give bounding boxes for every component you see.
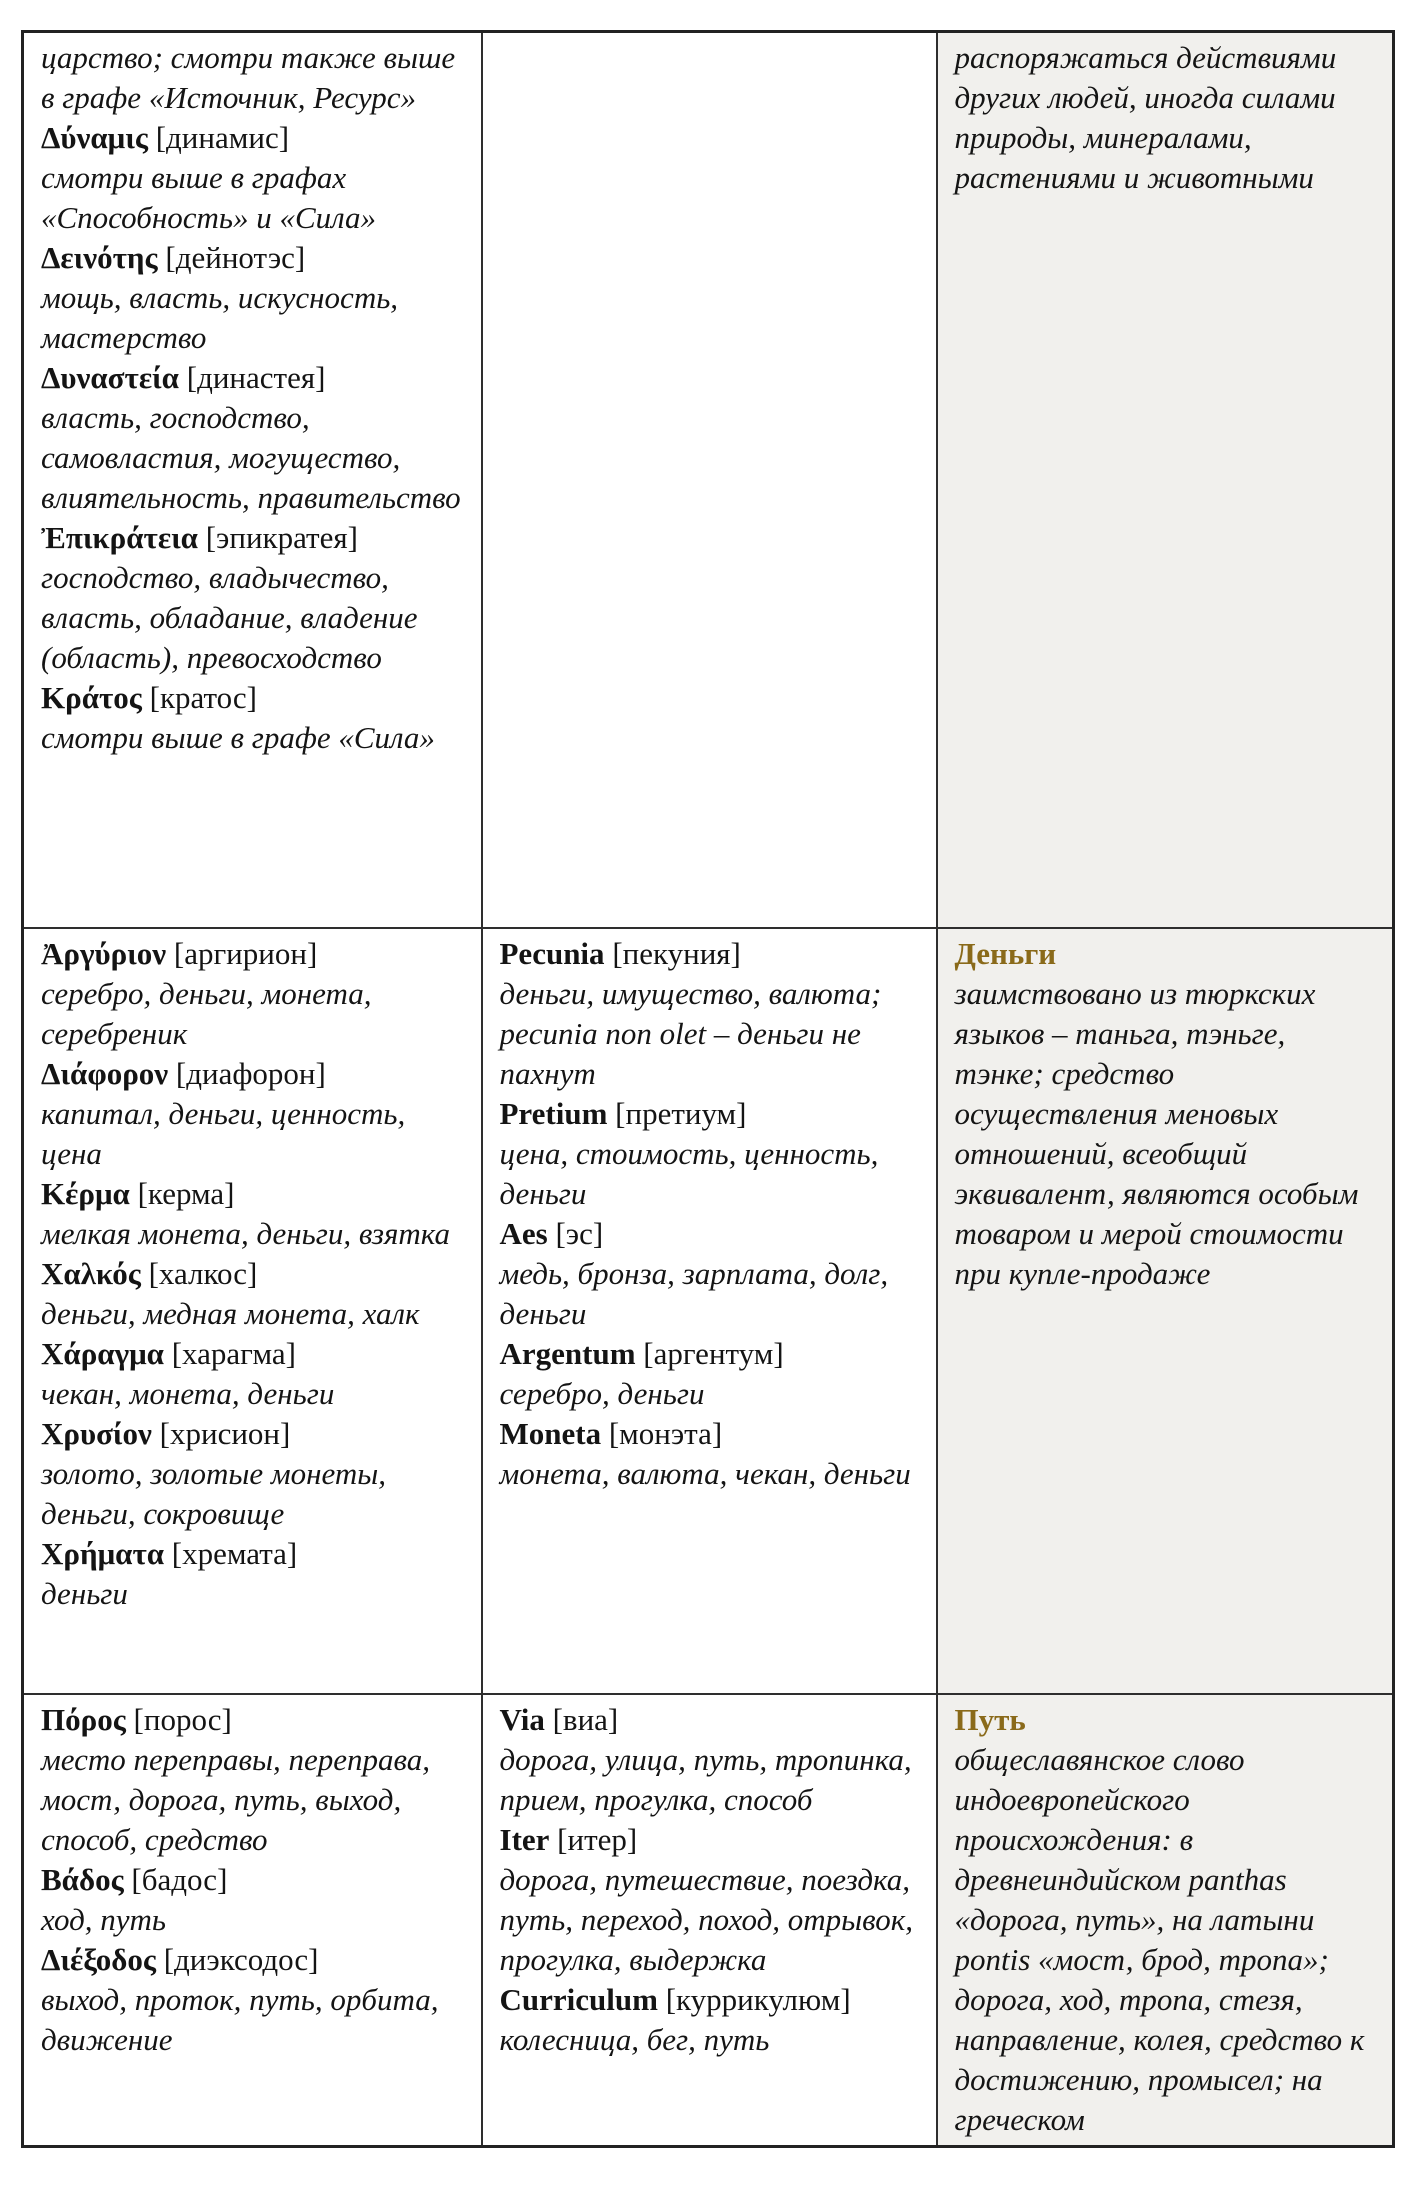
greek-term: Χάραγμα bbox=[41, 1335, 164, 1371]
entry-gloss: чекан, монета, деньги bbox=[41, 1375, 335, 1411]
entry-headline bbox=[41, 238, 469, 278]
dictionary-entry bbox=[41, 1174, 469, 1254]
etymology-text: общеславянское слово индоевропейского происхождения: в древнеиндийском panthas «дорога, путь», на латыни pontis «мост, брод, тропа»; дорога, ход, тропа, стезя, направление, колея, средство к достижению, промысел; на греческом bbox=[954, 1741, 1365, 2137]
entry-gloss: деньги bbox=[41, 1575, 128, 1611]
entry-gloss: ход, путь bbox=[41, 1901, 167, 1937]
entry-headline bbox=[41, 1534, 469, 1574]
dictionary-entry bbox=[41, 1054, 469, 1174]
cell-russian-row1 bbox=[937, 928, 1394, 1694]
transliteration: [эпикратея] bbox=[205, 520, 358, 555]
entry-gloss: власть, господство, самовластия, могущество, влиятельность, правительство bbox=[41, 400, 461, 515]
entry-headline bbox=[500, 1700, 924, 1740]
greek-term: Χρήματα bbox=[41, 1535, 165, 1571]
dictionary-entry bbox=[500, 934, 924, 1094]
entry-headline bbox=[500, 1214, 924, 1254]
dictionary-entry bbox=[500, 1820, 924, 1980]
entry-gloss: монета, валюта, чекан, деньги bbox=[499, 1455, 911, 1491]
dictionary-entry bbox=[41, 1534, 469, 1614]
entry-headline bbox=[41, 1054, 469, 1094]
greek-term: Διέξοδος bbox=[41, 1941, 156, 1977]
latin-term: Argentum bbox=[499, 1335, 636, 1371]
entry-gloss: мощь, власть, искусность, мастерство bbox=[41, 280, 399, 355]
continuation-gloss: царство; смотри также выше в графе «Источник, Ресурс» bbox=[41, 40, 456, 115]
dictionary-entry bbox=[41, 1334, 469, 1414]
dictionary-entry bbox=[41, 678, 469, 758]
entry-gloss: мелкая монета, деньги, взятка bbox=[41, 1215, 451, 1251]
latin-term: Pretium bbox=[499, 1095, 608, 1131]
greek-term: Δυναστεία bbox=[41, 360, 179, 395]
transliteration: [монэта] bbox=[608, 1415, 723, 1451]
table-row bbox=[23, 32, 1394, 928]
latin-term: Via bbox=[499, 1701, 545, 1737]
table-row bbox=[23, 928, 1394, 1694]
entry-gloss: серебро, деньги, монета, серебреник bbox=[41, 975, 372, 1051]
greek-term: Δύναμις bbox=[41, 120, 148, 155]
entry-headline bbox=[500, 1414, 924, 1454]
entry-gloss: место переправы, переправа, мост, дорога, путь, выход, способ, средство bbox=[41, 1741, 431, 1857]
entry-headline bbox=[41, 1700, 469, 1740]
cell-greek-row1 bbox=[23, 928, 482, 1694]
entry-headline bbox=[41, 678, 469, 718]
greek-term: Πόρος bbox=[41, 1701, 126, 1737]
cell-russian-row2 bbox=[937, 1694, 1394, 2147]
dictionary-entry bbox=[41, 238, 469, 358]
dictionary-entry bbox=[41, 1860, 469, 1940]
transliteration: [бадос] bbox=[131, 1861, 228, 1897]
latin-term: Curriculum bbox=[499, 1981, 658, 2017]
latin-term: Aes bbox=[499, 1215, 548, 1251]
transliteration: [пекуния] bbox=[612, 935, 741, 971]
entry-headline bbox=[41, 1174, 469, 1214]
cell-latin-row0 bbox=[482, 32, 937, 928]
greek-term: Ἀργύριον bbox=[41, 935, 167, 971]
table-row bbox=[23, 1694, 1394, 2147]
entry-gloss: серебро, деньги bbox=[499, 1375, 705, 1411]
entry-gloss: медь, бронза, зарплата, долг, деньги bbox=[499, 1255, 889, 1331]
entry-gloss: дорога, путешествие, поездка, путь, переход, поход, отрывок, прогулка, выдержка bbox=[499, 1861, 913, 1977]
transliteration: [хремата] bbox=[171, 1535, 298, 1571]
cell-russian-row0 bbox=[937, 32, 1394, 928]
dictionary-entry bbox=[41, 1414, 469, 1534]
entry-headline bbox=[41, 1254, 469, 1294]
transliteration: [аргентум] bbox=[643, 1335, 784, 1371]
glossary-table bbox=[21, 30, 1395, 2148]
latin-term: Iter bbox=[499, 1821, 550, 1857]
dictionary-entry bbox=[41, 1940, 469, 2060]
entry-gloss: выход, проток, путь, орбита, движение bbox=[41, 1981, 439, 2057]
greek-term: Δεινότης bbox=[41, 240, 158, 275]
entry-headline bbox=[41, 118, 469, 158]
entry-gloss: деньги, имущество, валюта; pecunia non olet – деньги не пахнут bbox=[499, 975, 882, 1091]
entry-headline bbox=[41, 518, 469, 558]
entry-headline bbox=[41, 1414, 469, 1454]
greek-term: Διάφορον bbox=[41, 1055, 169, 1091]
entry-gloss: колесница, бег, путь bbox=[499, 2021, 770, 2057]
transliteration: [итер] bbox=[557, 1821, 638, 1857]
transliteration: [кратос] bbox=[149, 680, 257, 715]
dictionary-entry bbox=[41, 358, 469, 518]
greek-term: Κέρμα bbox=[41, 1175, 130, 1211]
dictionary-entry bbox=[500, 1700, 924, 1820]
dictionary-entry bbox=[500, 1414, 924, 1494]
dictionary-entry bbox=[500, 1214, 924, 1334]
entry-headline bbox=[41, 934, 469, 974]
dictionary-entry bbox=[500, 1980, 924, 2060]
transliteration: [порос] bbox=[133, 1701, 232, 1737]
entry-headline bbox=[500, 1334, 924, 1374]
entry-headline bbox=[500, 1820, 924, 1860]
transliteration: [хрисион] bbox=[159, 1415, 291, 1451]
entry-gloss: деньги, медная монета, халк bbox=[41, 1295, 420, 1331]
entry-headline bbox=[500, 934, 924, 974]
cell-greek-row0 bbox=[23, 32, 482, 928]
etymology-text: заимствовано из тюркских языков – таньга, тэньге, тэнке; средство осуществления меновых отношений, всеобщий эквивалент, являются особым товаром и мерой стоимости при купле-продаже bbox=[954, 975, 1359, 1291]
greek-term: Χαλκός bbox=[41, 1255, 141, 1291]
transliteration: [виа] bbox=[552, 1701, 619, 1737]
cell-latin-row2 bbox=[482, 1694, 937, 2147]
dictionary-entry bbox=[500, 1334, 924, 1414]
entry-headline bbox=[41, 1334, 469, 1374]
entry-gloss: господство, владычество, власть, обладание, владение (область), превосходство bbox=[41, 560, 418, 675]
russian-headword: Путь bbox=[954, 1701, 1026, 1737]
etymology-text: распоряжаться действиями других людей, иногда силами природы, минералами, растениями и животными bbox=[954, 40, 1337, 195]
entry-headline bbox=[500, 1094, 924, 1134]
transliteration: [харагма] bbox=[171, 1335, 296, 1371]
dictionary-entry bbox=[41, 518, 469, 678]
cell-latin-row1 bbox=[482, 928, 937, 1694]
transliteration: [динамис] bbox=[155, 120, 290, 155]
transliteration: [керма] bbox=[137, 1175, 235, 1211]
latin-term: Moneta bbox=[499, 1415, 602, 1451]
dictionary-entry bbox=[41, 1700, 469, 1860]
transliteration: [диэксодос] bbox=[163, 1941, 319, 1977]
entry-gloss: золото, золотые монеты, деньги, сокровище bbox=[41, 1455, 387, 1531]
transliteration: [диафорон] bbox=[175, 1055, 326, 1091]
dictionary-entry bbox=[41, 118, 469, 238]
dictionary-entry bbox=[41, 1254, 469, 1334]
transliteration: [куррикулюм] bbox=[665, 1981, 851, 2017]
transliteration: [дейнотэс] bbox=[165, 240, 306, 275]
latin-term: Pecunia bbox=[499, 935, 605, 971]
transliteration: [претиум] bbox=[615, 1095, 747, 1131]
entry-gloss: цена, стоимость, ценность, деньги bbox=[499, 1135, 879, 1211]
transliteration: [аргирион] bbox=[173, 935, 318, 971]
russian-headword: Деньги bbox=[954, 935, 1057, 971]
transliteration: [династея] bbox=[186, 360, 326, 395]
entry-headline bbox=[41, 1940, 469, 1980]
transliteration: [эс] bbox=[555, 1215, 604, 1251]
greek-term: Βάδος bbox=[41, 1861, 124, 1897]
entry-gloss: смотри выше в графе «Сила» bbox=[41, 720, 435, 755]
dictionary-entry bbox=[500, 1094, 924, 1214]
dictionary-entry bbox=[41, 934, 469, 1054]
transliteration: [халкос] bbox=[148, 1255, 258, 1291]
greek-term: Ἐπικράτεια bbox=[41, 520, 198, 555]
greek-term: Χρυσίον bbox=[41, 1415, 152, 1451]
entry-gloss: капитал, деньги, ценность, цена bbox=[41, 1095, 406, 1171]
entry-headline bbox=[41, 1860, 469, 1900]
entry-gloss: дорога, улица, путь, тропинка, прием, прогулка, способ bbox=[499, 1741, 912, 1817]
greek-term: Κράτος bbox=[41, 680, 142, 715]
cell-greek-row2 bbox=[23, 1694, 482, 2147]
entry-headline bbox=[41, 358, 469, 398]
entry-headline bbox=[500, 1980, 924, 2020]
entry-gloss: смотри выше в графах «Способность» и «Сила» bbox=[41, 160, 377, 235]
